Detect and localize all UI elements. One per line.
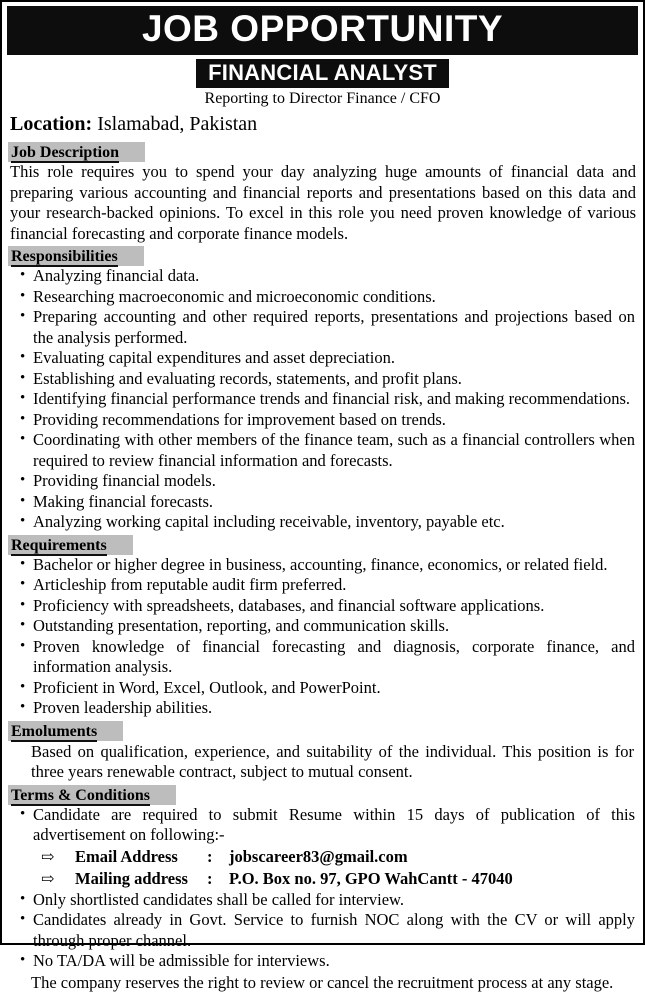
hollow-right-arrow-icon: ⇨	[41, 847, 75, 868]
list-item: • Coordinating with other members of the finance team, such as a financial controllers when required to review financial information and forecasts.	[7, 430, 635, 471]
separator-colon: :	[207, 846, 229, 867]
list-item: • Proven knowledge of financial forecasting and diagnosis, corporate finance, and information analysis.	[7, 637, 635, 678]
job-opportunity-banner	[7, 6, 638, 55]
reporting-line: Reporting to Director Finance / CFO	[7, 89, 638, 108]
section-heading-responsibilities	[8, 246, 144, 266]
email-address-label: Email Address	[75, 846, 207, 867]
list-item: • Identifying financial performance trends and financial risk, and making recommendations.	[7, 389, 635, 410]
section-heading-emoluments-label: Emoluments	[11, 723, 97, 742]
section-heading-emoluments	[8, 721, 123, 741]
list-item: • Proficiency with spreadsheets, databases, and financial software applications.	[7, 596, 635, 617]
separator-colon: :	[207, 868, 229, 889]
mailing-address-label: Mailing address	[75, 868, 207, 889]
list-item: • No TA/DA will be admissible for interviews.	[7, 951, 635, 972]
closing-note: The company reserves the right to review or cancel the recruitment process at any stage.	[31, 973, 634, 993]
list-item: • Outstanding presentation, reporting, and communication skills.	[7, 616, 635, 637]
list-item: • Providing recommendations for improvement based on trends.	[7, 410, 635, 431]
list-item: • Preparing accounting and other required reports, presentations and projections based on the analysis performed.	[7, 307, 635, 348]
location-value: Islamabad, Pakistan	[97, 113, 257, 135]
position-title-wrapper	[7, 59, 638, 88]
list-item: • Analyzing working capital including receivable, inventory, payable etc.	[7, 512, 635, 533]
list-item: • Researching macroeconomic and microeconomic conditions.	[7, 287, 635, 308]
list-item: • Candidates already in Govt. Service to furnish NOC along with the CV or will apply through proper channel.	[7, 910, 635, 951]
list-item: • Evaluating capital expenditures and asset depreciation.	[7, 348, 635, 369]
list-item: • Proven leadership abilities.	[7, 698, 635, 719]
section-heading-requirements-label: Requirements	[11, 537, 107, 556]
terms-list-rest	[7, 890, 638, 972]
section-heading-terms-and-conditions-label: Terms & Conditions	[11, 787, 150, 806]
section-heading-job-description-label: Job Description	[11, 144, 119, 163]
advertisement-body	[2, 2, 643, 943]
list-item: • Candidate are required to submit Resume within 15 days of publication of this advertisement on following:-	[7, 805, 635, 846]
position-title: FINANCIAL ANALYST	[196, 59, 449, 88]
list-item: • Analyzing financial data.	[7, 266, 635, 287]
mailing-address-value: P.O. Box no. 97, GPO WahCantt - 47040	[229, 868, 638, 889]
section-heading-job-description	[8, 142, 145, 162]
section-heading-responsibilities-label: Responsibilities	[11, 248, 118, 267]
banner-title: JOB OPPORTUNITY	[7, 9, 638, 49]
location-label: Location:	[10, 113, 92, 135]
emoluments-paragraph: Based on qualification, experience, and suitability of the individual. This position is for three years renewable contract, subject to mutual consent.	[31, 742, 634, 783]
job-description-paragraph: This role requires you to spend your day analyzing huge amounts of financial data and preparing various accounting and financial reports and presentations based on this data and your research-backed opinions. To excel in this role you need proven knowledge of various financial forecasting and corporate finance models.	[10, 162, 636, 244]
requirements-list	[7, 555, 638, 719]
list-item: • Proficient in Word, Excel, Outlook, and PowerPoint.	[7, 678, 635, 699]
contact-row-email	[41, 846, 638, 868]
list-item: • Establishing and evaluating records, statements, and profit plans.	[7, 369, 635, 390]
list-item: • Only shortlisted candidates shall be called for interview.	[7, 890, 635, 911]
terms-list-first	[7, 805, 638, 846]
responsibilities-list	[7, 266, 638, 533]
contact-row-mailing	[41, 868, 638, 890]
section-heading-requirements	[8, 535, 133, 555]
list-item: • Providing financial models.	[7, 471, 635, 492]
hollow-right-arrow-icon: ⇨	[41, 869, 75, 890]
section-heading-terms-and-conditions	[8, 785, 176, 805]
list-item: • Bachelor or higher degree in business, accounting, finance, economics, or related field.	[7, 555, 635, 576]
list-item: • Articleship from reputable audit firm preferred.	[7, 575, 635, 596]
email-address-value[interactable]: jobscareer83@gmail.com	[229, 846, 638, 867]
location-line	[10, 112, 638, 136]
list-item: • Making financial forecasts.	[7, 492, 635, 513]
